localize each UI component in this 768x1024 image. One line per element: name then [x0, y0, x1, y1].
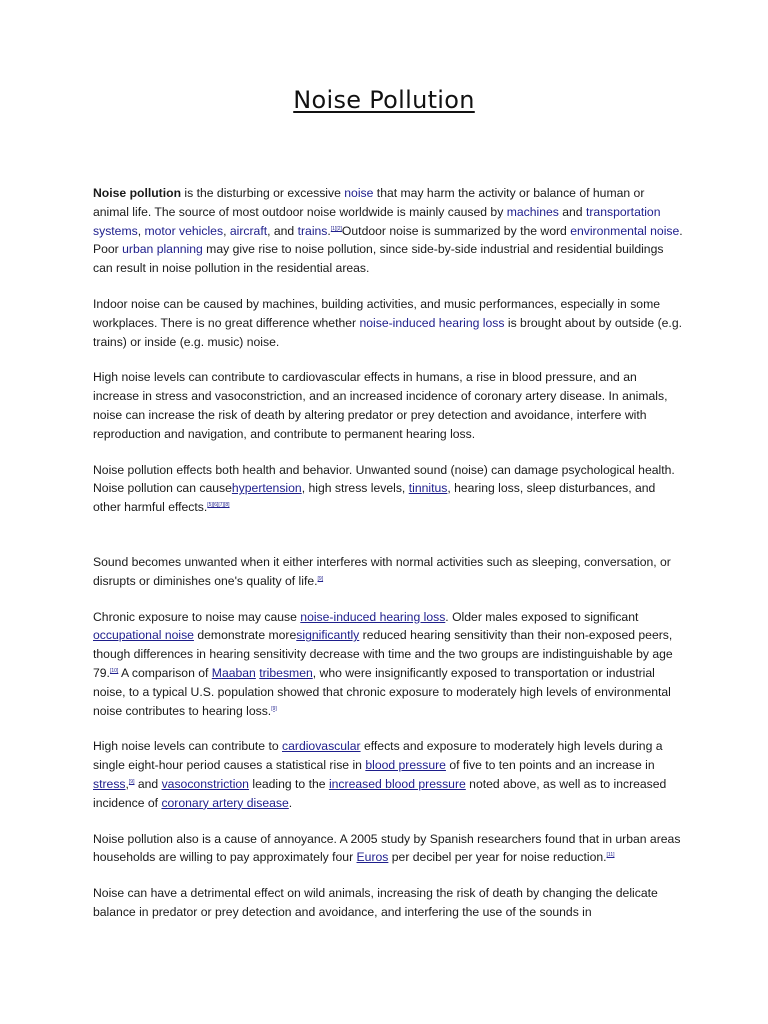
text: . Older males exposed to significant [445, 609, 639, 624]
link-trains[interactable]: trains [297, 223, 328, 238]
text: effects and exposure to moderately high levels during a single eight-hour period causes a statistical rise in [93, 739, 663, 773]
citation-ref[interactable]: [9] [317, 575, 324, 582]
link-blood-pressure[interactable]: blood pressure [365, 758, 446, 773]
link-stress[interactable]: stress [93, 776, 126, 791]
text: Chronic exposure to noise may cause [93, 609, 301, 624]
link-urban-planning[interactable]: urban planning [122, 242, 203, 257]
link-cardiovascular[interactable]: cardiovascular [282, 739, 361, 754]
link-hypertension[interactable]: hypertension [231, 481, 302, 496]
link-coronary-artery-disease[interactable]: coronary artery disease [161, 795, 289, 810]
citation-ref[interactable]: [11] [606, 852, 615, 859]
text: Noise pollution also is a cause of annoyance. A 2005 study by Spanish researchers found that in urban areas households are willing to pay approximately four [93, 831, 681, 865]
link-tribesmen[interactable]: tribesmen [259, 665, 313, 680]
text: High noise levels can contribute to [93, 739, 283, 754]
text: and [558, 204, 586, 219]
text: Indoor noise can be caused by machines, building activities, and music performances, especially in some workplaces. There is no great difference whether [93, 296, 661, 330]
text: , hearing loss, sleep disturbances, and other harmful effects. [93, 481, 656, 515]
link-noise-induced-hearing-loss[interactable]: noise-induced hearing loss [300, 609, 446, 624]
text: , who were insignificantly exposed to transportation or industrial noise, to a typical U.S. population showed that chronic exposure to moderately high levels of environmental noise contributes to hearing loss. [93, 665, 671, 718]
paragraph-intro [93, 184, 683, 278]
link-motor-vehicles[interactable]: motor vehicles [144, 223, 224, 238]
citation-ref[interactable]: [9] [128, 778, 135, 785]
paragraph-health-behavior [93, 461, 683, 517]
text: noted above, as well as to increased incidence of [93, 776, 667, 810]
page-title: Noise Pollution [293, 86, 475, 114]
text: that may harm the activity or balance of human or animal life. The source of most outdoor noise worldwide is mainly caused by [93, 186, 645, 219]
text: , [137, 223, 145, 238]
text: and [134, 776, 162, 791]
link-euros[interactable]: Euros [356, 850, 389, 865]
text: demonstrate more [193, 628, 297, 643]
paragraph-unwanted-sound [93, 553, 683, 591]
paragraph-chronic-exposure [93, 608, 683, 721]
text: , [125, 776, 129, 791]
paragraph-health-effects [93, 368, 683, 443]
text: , [223, 223, 230, 238]
text: , and [267, 223, 298, 238]
link-increased-blood-pressure[interactable]: increased blood pressure [328, 776, 466, 791]
text: of five to ten points and an increase in [445, 758, 655, 773]
text: Outdoor noise is summarized by the word [341, 223, 571, 238]
article-body [93, 184, 683, 939]
paragraph-cardiovascular [93, 737, 683, 812]
text: High noise levels can contribute to cardiovascular effects in humans, a rise in blood pressure, and an increase in stress and vasoconstriction, and an increased incidence of coronary artery disease. In animals, noise can increase the risk of death by altering predator or prey detection and avoidance, interfere with reproduction and navigation, and contribute to permanent hearing loss. [93, 370, 668, 441]
link-transportation-systems[interactable]: transportation systems [93, 204, 661, 238]
citation-ref[interactable]: [1][2] [330, 225, 342, 232]
text: per decibel per year for noise reduction. [388, 850, 607, 865]
link-noise-induced-hearing-loss[interactable]: noise-induced hearing loss [359, 315, 505, 330]
link-maaban[interactable]: Maaban [211, 665, 256, 680]
citation-ref[interactable]: [10] [109, 667, 119, 674]
link-occupational-noise[interactable]: occupational noise [93, 628, 194, 643]
text: . [327, 223, 331, 238]
paragraph-wild-animals [93, 884, 683, 922]
link-noise[interactable]: noise [344, 186, 374, 200]
text: , high stress levels, [301, 481, 409, 496]
text: . [288, 795, 293, 810]
link-tinnitus[interactable]: tinnitus [408, 481, 448, 496]
text: Sound becomes unwanted when it either interferes with normal activities such as sleeping, conversation, or disrupts or diminishes one's quality of life. [93, 554, 671, 588]
link-machines[interactable]: machines [506, 204, 559, 219]
lead-term: Noise pollution [93, 186, 182, 200]
link-environmental-noise[interactable]: environmental noise [570, 223, 680, 238]
link-vasoconstriction[interactable]: vasoconstriction [161, 776, 249, 791]
text: reduced hearing sensitivity than their non-exposed peers, though differences in hearing sensitivity decrease with time and the two groups are indistinguishable by age 79. [93, 628, 673, 680]
text: Noise pollution effects both health and behavior. Unwanted sound (noise) can damage psychological health. Noise pollution can cause [93, 462, 675, 496]
paragraph-indoor-noise [93, 295, 683, 351]
text: is the disturbing or excessive [181, 186, 345, 200]
citation-ref[interactable]: [9] [271, 705, 277, 712]
text: is brought about by outside (e.g. trains) or inside (e.g. music) noise. [93, 315, 682, 349]
text: may give rise to noise pollution, since side-by-side industrial and residential buildings can result in noise pollution in the residential areas. [93, 242, 664, 276]
citation-ref[interactable]: [5][6][7][8] [207, 502, 230, 509]
text: A comparison of [118, 665, 212, 680]
link-aircraft[interactable]: aircraft [229, 223, 268, 238]
paragraph-annoyance [93, 830, 683, 868]
text: leading to the [248, 776, 329, 791]
text: Noise can have a detrimental effect on wild animals, increasing the risk of death by changing the delicate balance in predator or prey detection and avoidance, and interfering the use of the sounds in [93, 886, 658, 919]
text: . Poor [93, 223, 683, 257]
link-significantly[interactable]: significantly [296, 628, 360, 643]
